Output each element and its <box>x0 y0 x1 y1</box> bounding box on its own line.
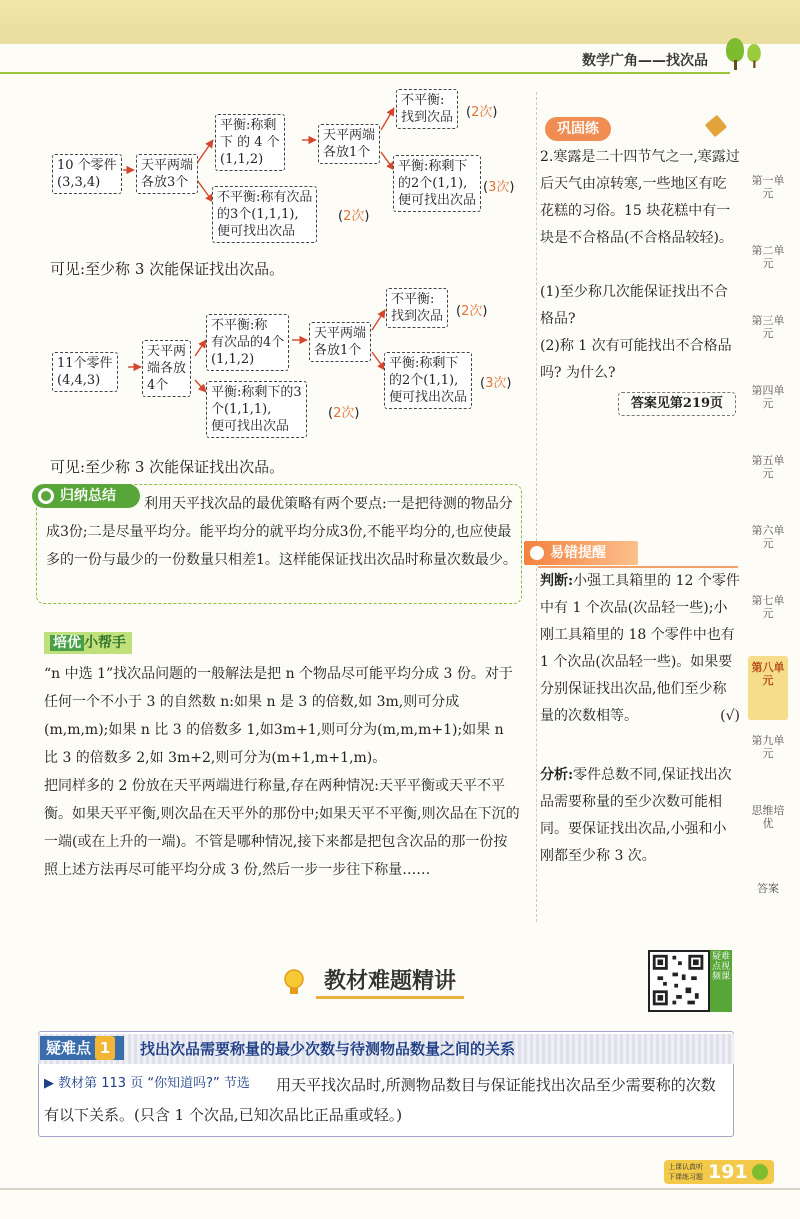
difficulty-tag: 疑难点 1 <box>40 1036 124 1060</box>
analysis-text: 零件总数不同,保证找出次品需要称量的至少次数可能相同。要保证找出次品,小强和小刚都至少称 3 次。 <box>540 767 732 864</box>
header-title: 数学广角——找次品 <box>582 53 708 69</box>
sidebar-item-unit-5[interactable]: 第五单元 <box>751 454 785 480</box>
flow1-sub-unbalance-count: (2次) <box>466 105 498 120</box>
section-title: 教材难题精讲 <box>316 965 464 999</box>
answer-reference: 答案见第219页 <box>618 392 736 416</box>
sidebar-item-answers[interactable]: 答案 <box>757 882 779 895</box>
flow2-weigh1-box: 天平两 端各放 4个 <box>142 340 191 397</box>
mistake-analysis <box>540 762 740 870</box>
judge-text: 小强工具箱里的 12 个零件中有 1 个次品(次品轻一些);小刚工具箱里的 18 个零件中也有 1 个次品(次品轻一些)。如果要分别保证找出次品,他们至少称量的次数相等。 <box>540 573 740 724</box>
section-banner <box>282 965 492 1001</box>
mistake-judge <box>540 568 740 730</box>
flow1-unbalance-box: 不平衡:称有次品 的3个(1,1,1), 便可找出次品 <box>212 186 317 243</box>
consolidate-q2: (2)称 1 次有可能找出不合格品吗? 为什么? <box>540 338 732 381</box>
sidebar-item-unit-7[interactable]: 第七单元 <box>751 594 785 620</box>
flow2-sub-balance-count: (3次) <box>480 376 512 391</box>
page-number: 191 <box>708 1161 748 1183</box>
difficulty-title: 找出次品需要称量的最少次数与待测物品数量之间的关系 <box>140 1040 516 1058</box>
flow2-balance-box: 平衡:称剩下的3 个(1,1,1), 便可找出次品 <box>206 381 307 438</box>
judge-label: 判断: <box>540 573 574 589</box>
flow2-sub-unbalance-count: (2次) <box>456 304 488 319</box>
consolidate-q1: (1)至少称几次能保证找出不合格品? <box>540 284 728 327</box>
footer-slogan: 上课认真听 下课练习题 <box>668 1163 703 1181</box>
sidebar-item-unit-2[interactable]: 第二单元 <box>751 244 785 270</box>
mascot-icon <box>752 1164 768 1180</box>
sidebar-item-thinking[interactable]: 思维培优 <box>751 804 785 830</box>
flow1-unbalance-count: (2次) <box>338 209 370 224</box>
sidebar-item-unit-6[interactable]: 第六单元 <box>751 524 785 550</box>
page-number-badge <box>664 1160 774 1184</box>
sidebar-item-unit-1[interactable]: 第一单元 <box>751 174 785 200</box>
sidebar-item-unit-4[interactable]: 第四单元 <box>751 384 785 410</box>
conclusion-1: 可见:至少称 3 次能保证找出次品。 <box>50 260 285 278</box>
qr-code[interactable] <box>648 950 710 1012</box>
summary-text: 利用天平找次品的最优策略有两个要点:一是把待测的物品分成3份;二是尽量平均分。能平均分的就平均分成3份,不能平均分的,也应使最多的一份与最少的一份数量只相差1。这样能保证找出次品时称量次数最少。 <box>46 496 517 568</box>
summary-tag: 归纳总结 <box>32 484 140 508</box>
flow2-sub-balance-box: 平衡:称剩下 的2个(1,1), 便可找出次品 <box>384 352 472 409</box>
helper-paragraph-2: 把同样多的 2 份放在天平两端进行称量,存在两种情况:天平平衡或天平不平衡。如果天平平衡,则次品在天平外的那份中;如果天平不平衡,则次品在下沉的一端(或在上升的一端)。不管是哪种情况,接下来都是把包含次品的那一份按照上述方法再尽可能平均分成 3 份,然后一步一步往下称量…… <box>44 778 520 878</box>
sidebar-item-unit-8[interactable]: 第八单元 <box>748 656 788 720</box>
helper-text <box>44 660 520 884</box>
flow1-sub-balance-count: (3次) <box>483 180 515 195</box>
analysis-label: 分析: <box>540 767 574 783</box>
flow1-weigh1-box: 天平两端 各放3个 <box>136 154 198 194</box>
judge-mark: (√) <box>720 708 740 724</box>
consolidate-question: 2.寒露是二十四节气之一,寒露过后天气由凉转寒,一些地区有吃花糕的习俗。15 块花糕中有一块是不合格品(不合格品较轻)。 <box>540 149 740 246</box>
mistake-tag: 易错提醒 <box>524 541 638 565</box>
helper-paragraph-1: “n 中选 1”找次品问题的一般解法是把 n 个物品尽可能平均分成 3 份。对于任何一个不小于 3 的自然数 n:如果 n 是 3 的倍数,如 3m,则可分成(m,m,m);如果 n 比 3 的倍数多 1,如3m+1,则可分为(m,m,m+1);如果 n 比 3 的倍数多 2,如 3m+2,则可分为(m+1,m+1,m)。 <box>44 666 513 766</box>
sidebar-item-unit-9[interactable]: 第九单元 <box>751 734 785 760</box>
flow1-sub-unbalance-box: 不平衡: 找到次品 <box>396 89 458 129</box>
conclusion-2: 可见:至少称 3 次能保证找出次品。 <box>50 458 285 476</box>
pointing-hand-icon <box>530 546 544 560</box>
helper-tag: 培优 小帮手 <box>44 632 132 654</box>
sidebar-item-unit-3[interactable]: 第三单元 <box>751 314 785 340</box>
pencil-icon <box>705 115 728 138</box>
flow1-balance-box: 平衡:称剩 下 的 4 个 (1,1,2) <box>215 114 285 171</box>
flow2-balance-count: (2次) <box>328 406 360 421</box>
textbook-reference: ▶ 教材第 113 页 “你知道吗?” 节选 <box>44 1076 250 1091</box>
consolidate-tag: 巩固练 <box>545 117 611 141</box>
flow1-sub-balance-box: 平衡:称剩下 的2个(1,1), 便可找出次品 <box>393 155 481 212</box>
footer-divider <box>0 1188 800 1190</box>
flow1-start-box: 10 个零件 (3,3,4) <box>52 154 122 194</box>
flow2-unbalance-box: 不平衡:称 有次品的4个 (1,1,2) <box>206 314 289 371</box>
lightbulb-icon <box>282 967 306 997</box>
flow2-sub-unbalance-box: 不平衡: 找到次品 <box>386 288 448 328</box>
difficulty-body: 用天平找次品时,所测物品数目与保证能找出次品至少需要称的次数有以下关系。(只含 1 个次品,已知次品比正品重或轻。) <box>44 1076 716 1124</box>
flow2-weigh2-box: 天平两端 各放1个 <box>309 322 371 362</box>
flow2-start-box: 11个零件 (4,4,3) <box>52 352 118 392</box>
qr-label: 疑难点视频课 <box>710 950 732 1012</box>
flow1-weigh2-box: 天平两端 各放1个 <box>318 124 380 164</box>
